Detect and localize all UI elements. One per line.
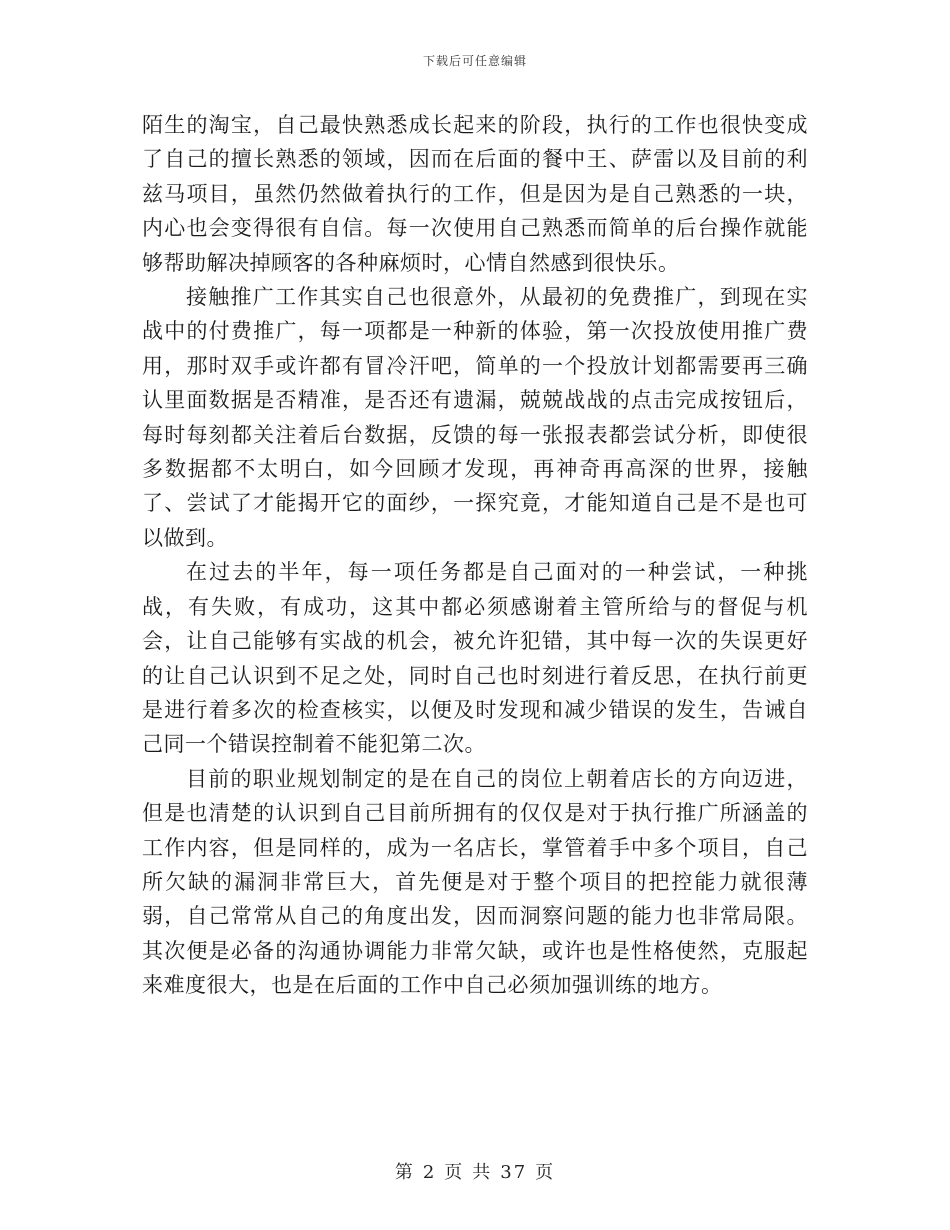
- page-number-footer: [0, 1158, 950, 1184]
- footer-current-page: 2: [422, 1162, 437, 1183]
- paragraph-3: 在过去的半年，每一项任务都是自己面对的一种尝试，一种挑战，有失败，有成功，这其中都必须感谢着主管所给与的督促与机会，让自己能够有实战的机会，被允许犯错，其中每一次的失误更好的让自己认识到不足之处，同时自己也时刻进行着反思，在执行前更是进行着多次的检查核实，以便及时发现和减少错误的发生，告诫自己同一个错误控制着不能犯第二次。: [142, 560, 808, 757]
- footer-total-word: 共: [472, 1162, 493, 1183]
- document-body: [142, 108, 808, 1003]
- page-header-note: 下载后可任意编辑: [422, 54, 527, 68]
- paragraph-2: 接触推广工作其实自己也很意外，从最初的免费推广，到现在实战中的付费推广，每一项都是一种新的体验，第一次投放使用推广费用，那时双手或许都有冒冷汗吧，简单的一个投放计划都需要再三确认里面数据是否精准，是否还有遗漏，兢兢战战的点击完成按钮后，每时每刻都关注着后台数据，反馈的每一张报表都尝试分析，即使很多数据都不太明白，如今回顾才发现，再神奇再高深的世界，接触了、尝试了才能揭开它的面纱，一探究竟，才能知道自己是不是也可以做到。: [142, 285, 808, 550]
- paragraph-4: 目前的职业规划制定的是在自己的岗位上朝着店长的方向迈进，但是也清楚的认识到自己目前所拥有的仅仅是对于执行推广所涵盖的工作内容，但是同样的，成为一名店长，掌管着手中多个项目，自己所欠缺的漏洞非常巨大，首先便是对于整个项目的把控能力就很薄弱，自己常常从自己的角度出发，因而洞察问题的能力也非常局限。其次便是必备的沟通协调能力非常欠缺，或许也是性格使然，克服起来难度很大，也是在后面的工作中自己必须加强训练的地方。: [142, 766, 808, 998]
- paragraph-1: 陌生的淘宝，自己最快熟悉成长起来的阶段，执行的工作也很快变成了自己的擅长熟悉的领域，因而在后面的餐中王、萨雷以及目前的利兹马项目，虽然仍然做着执行的工作，但是因为是自己熟悉的一块，内心也会变得很有自信。每一次使用自己熟悉而简单的后台操作就能够帮助解决掉顾客的各种麻烦时，心情自然感到很快乐。: [142, 113, 808, 275]
- footer-suffix: 页: [535, 1162, 556, 1183]
- footer-prefix: 第: [394, 1162, 415, 1183]
- footer-page-word: 页: [444, 1162, 465, 1183]
- footer-total-pages: 37: [500, 1162, 528, 1183]
